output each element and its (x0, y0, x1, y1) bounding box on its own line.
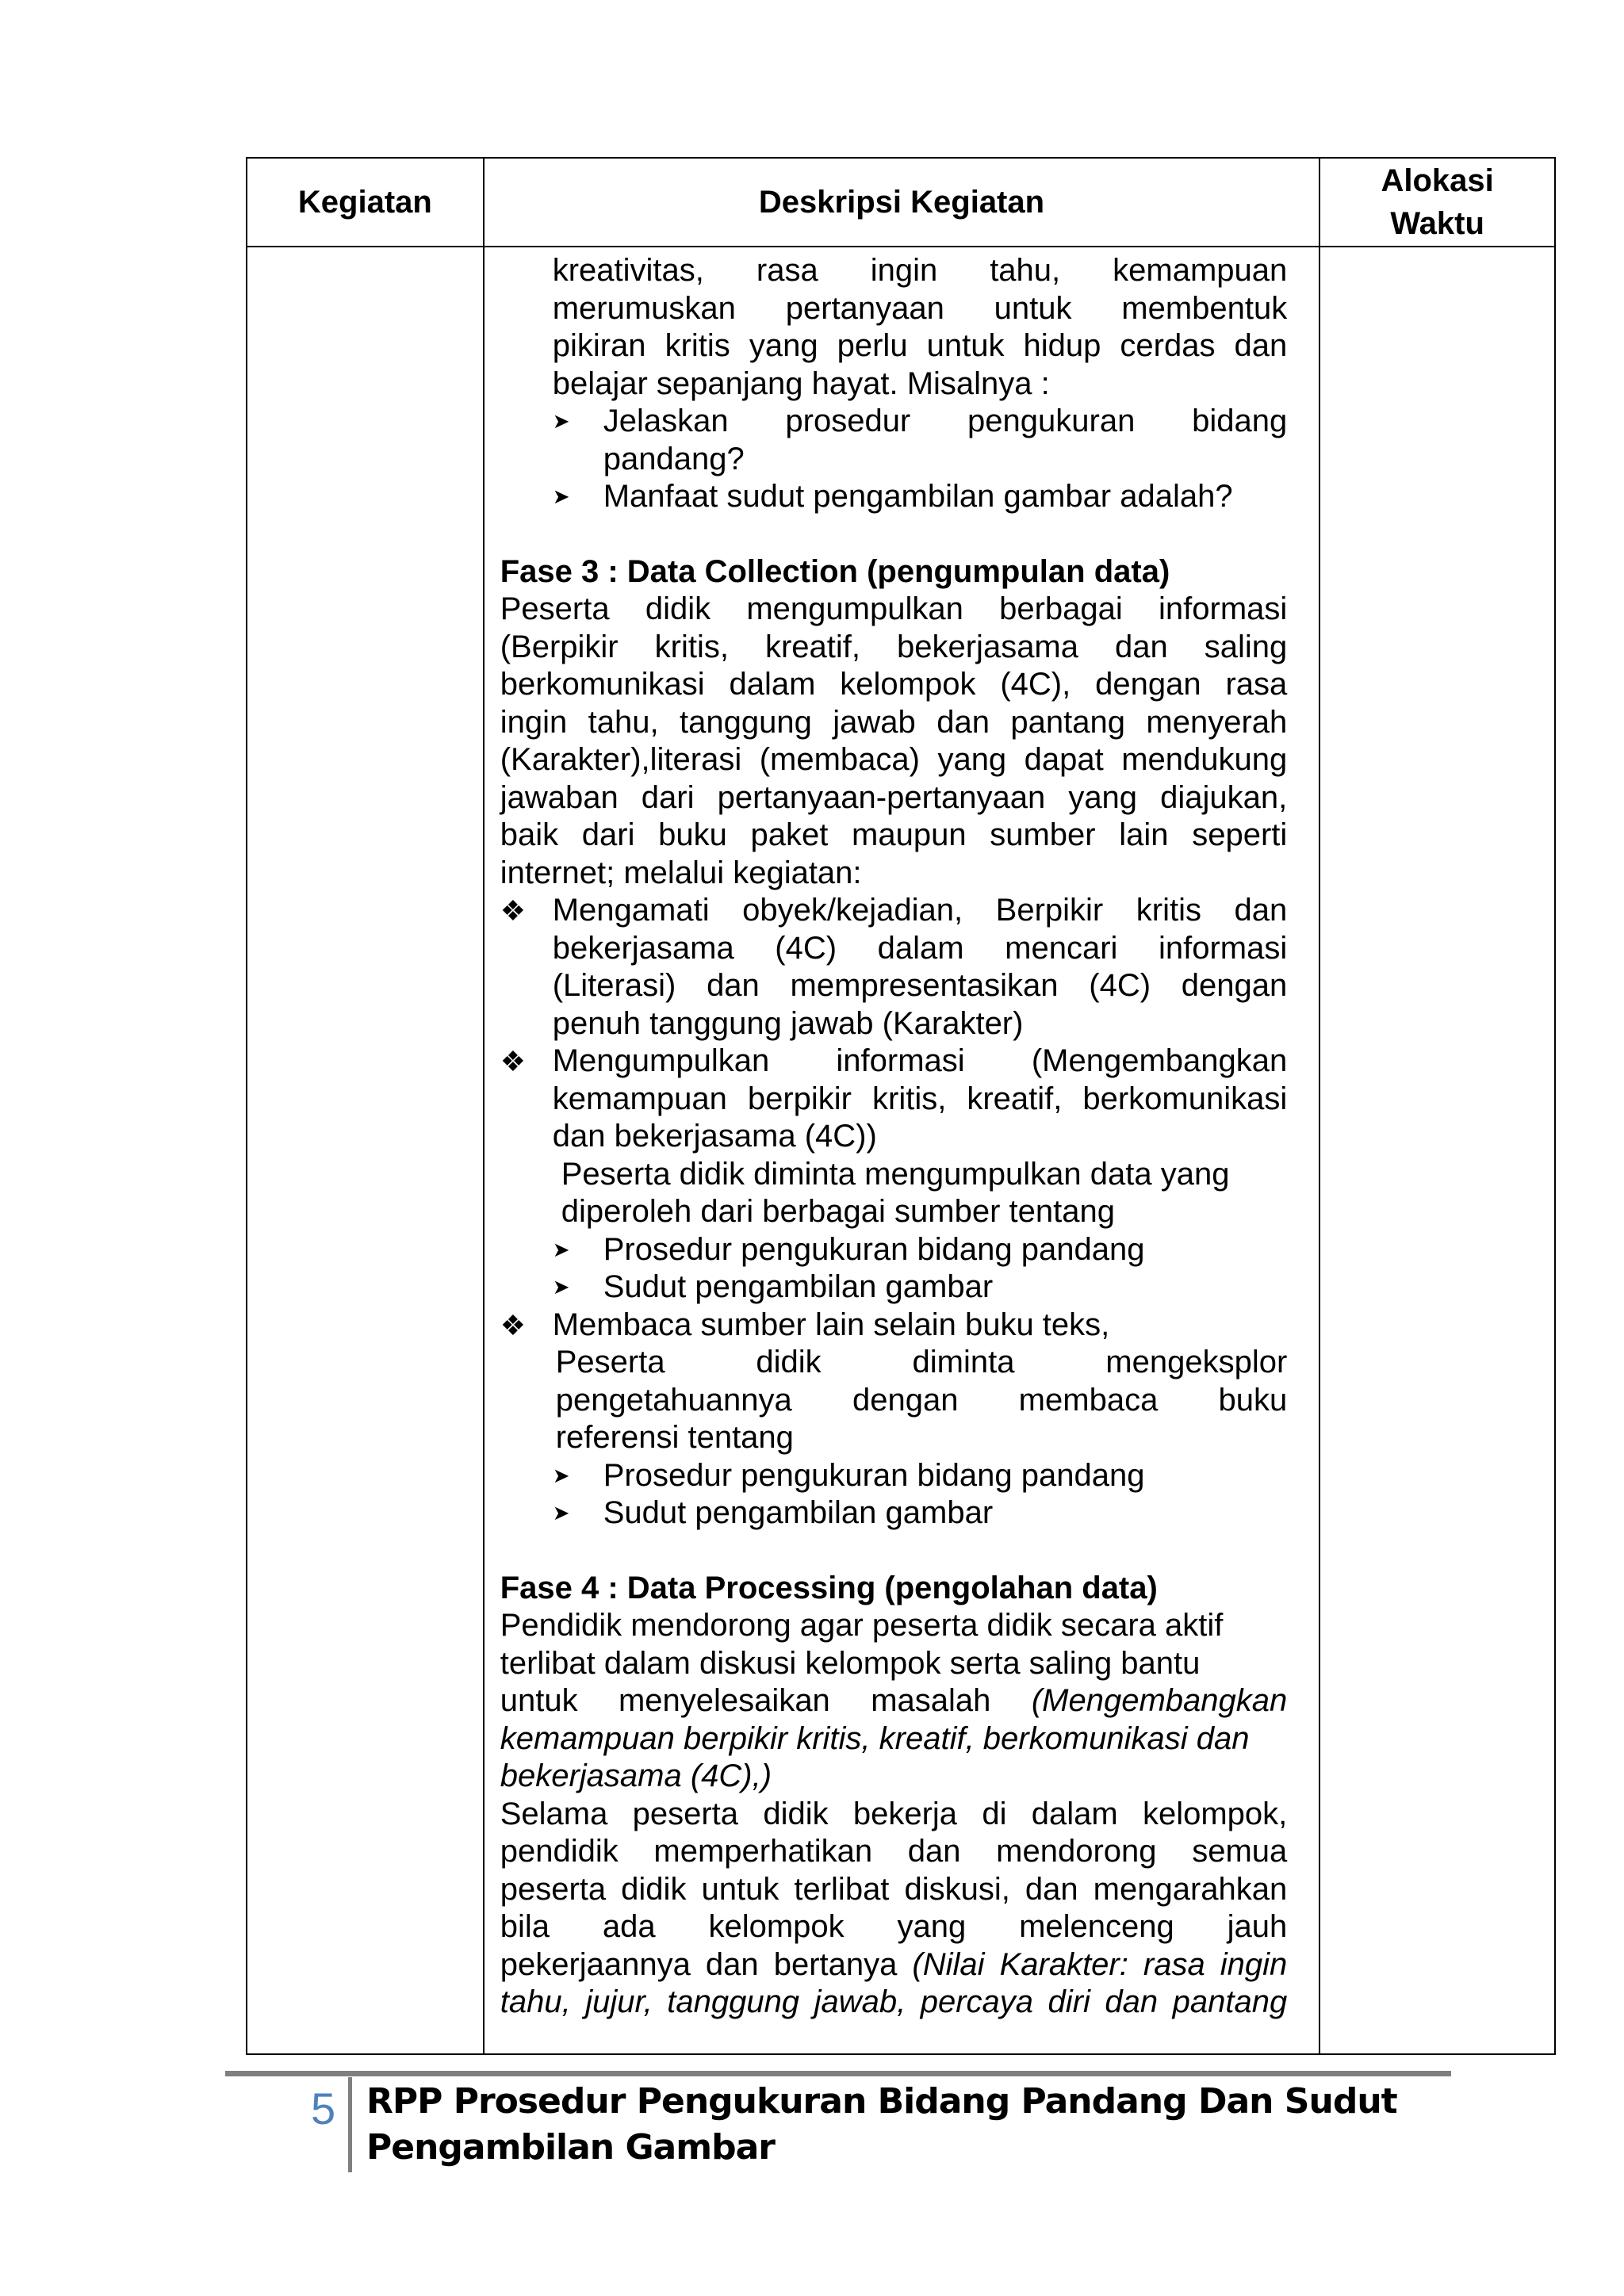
deskripsi-cell (484, 247, 1320, 2054)
intro-line: kreativitas, rasa ingin tahu, kemampuan (552, 253, 1288, 288)
fase3-line: baik dari buku paket maupun sumber lain seperti (500, 817, 1288, 852)
topic-item (500, 1231, 1288, 1269)
fase4-line (500, 1682, 1288, 1720)
activity-line: penuh tanggung jawab (Karakter) (552, 1005, 1024, 1041)
footer-divider (348, 2077, 352, 2172)
fase4-italic-line: kemampuan berpikir kritis, kreatif, berkomunikasi dan (500, 1720, 1250, 1756)
header-deskripsi-kegiatan: Deskripsi Kegiatan (484, 158, 1320, 247)
arrowhead-bullet-icon: ➤ (552, 1237, 570, 1261)
activity-line: Mengumpulkan informasi (Mengembangkan (552, 1043, 1288, 1078)
header-alokasi-line1: Alokasi (1381, 163, 1494, 198)
arrowhead-bullet-icon: ➤ (552, 484, 570, 508)
topic-text: Sudut pengambilan gambar (603, 1495, 994, 1530)
question-item (500, 403, 1288, 478)
activity-subline: referensi tentang (555, 1420, 794, 1455)
question-text: Jelaskan prosedur pengukuran bidang (603, 404, 1288, 438)
fase4-paragraph-1 (500, 1607, 1288, 1796)
topic-item (500, 1457, 1288, 1495)
alokasi-waktu-cell (1320, 247, 1555, 2054)
fase3-line: (Berpikir kritis, kreatif, bekerjasama dan saling (500, 629, 1288, 664)
four-diamond-bullet-icon: ❖ (500, 1045, 526, 1077)
fase4-italic-line: bekerjasama (4C),) (500, 1758, 772, 1793)
kegiatan-cell (247, 247, 484, 2054)
fase3-line: Peserta didik mengumpulkan berbagai informasi (500, 591, 1288, 626)
intro-line: belajar sepanjang hayat. Misalnya : (552, 365, 1050, 401)
activity-subline: Peserta didik diminta mengumpulkan data yang (561, 1156, 1230, 1192)
topic-item (500, 1494, 1288, 1533)
fase4-line: terlibat dalam diskusi kelompok serta saling bantu (500, 1645, 1201, 1681)
fase4-italic-line: tahu, jujur, tanggung jawab, percaya diri dan pantang (500, 1984, 1288, 2019)
intro-line: pikiran kritis yang perlu untuk hidup cerdas dan (552, 328, 1288, 363)
topic-text: Prosedur pengukuran bidang pandang (603, 1231, 1145, 1267)
fase3-line: (Karakter),literasi (membaca) yang dapat mendukung (500, 742, 1288, 777)
activity-item (500, 1307, 1288, 1345)
fase4-line: Pendidik mendorong agar peserta didik secara aktif (500, 1608, 1224, 1643)
activity-line: dan bekerjasama (4C)) (552, 1119, 877, 1154)
topic-text: Sudut pengambilan gambar (603, 1269, 994, 1304)
activity-subtext (500, 1156, 1288, 1231)
activity-subline: Peserta didik diminta mengeksplor (555, 1345, 1288, 1380)
header-kegiatan: Kegiatan (247, 158, 484, 247)
header-alokasi-line2: Waktu (1390, 206, 1484, 241)
topic-text: Prosedur pengukuran bidang pandang (603, 1457, 1145, 1493)
fase4-title: Fase 4 : Data Processing (pengolahan data) (500, 1570, 1158, 1605)
activity-line: (Literasi) dan mempresentasikan (4C) dengan (552, 968, 1288, 1003)
activity-line: bekerjasama (4C) dalam mencari informasi (552, 930, 1288, 966)
arrowhead-bullet-icon: ➤ (552, 1501, 570, 1525)
question-text: pandang? (603, 441, 745, 476)
activity-line: Membaca sumber lain selain buku teks, (552, 1307, 1110, 1342)
activity-item (500, 892, 1288, 1043)
fase4-italic-text: (Mengembangkan (1031, 1683, 1288, 1718)
question-item (500, 478, 1288, 516)
footer-document-title: RPP Prosedur Pengukuran Bidang Pandang Dan Sudut Pengambilan Gambar (366, 2081, 1397, 2168)
intro-paragraph (500, 252, 1288, 403)
activity-line: Mengamati obyek/kejadian, Berpikir kritis dan (552, 893, 1288, 928)
activity-line: kemampuan berpikir kritis, kreatif, berkomunikasi (552, 1081, 1288, 1116)
fase3-paragraph (500, 591, 1288, 892)
activity-subline: pengetahuannya dengan membaca buku (555, 1382, 1288, 1418)
fase3-line: jawaban dari pertanyaan-pertanyaan yang diajukan, (500, 779, 1288, 815)
arrowhead-bullet-icon: ➤ (552, 1463, 570, 1487)
fase4-text: pekerjaannya dan bertanya (500, 1946, 913, 1982)
fase3-line: berkomunikasi dalam kelompok (4C), dengan rasa (500, 667, 1288, 702)
fase3-line: ingin tahu, tanggung jawab dan pantang menyerah (500, 704, 1288, 740)
question-text: Manfaat sudut pengambilan gambar adalah? (603, 479, 1233, 514)
rpp-activity-table (246, 157, 1556, 2055)
header-alokasi-waktu (1320, 158, 1555, 247)
fase4-line: pendidik memperhatikan dan mendorong semua (500, 1834, 1288, 1869)
four-diamond-bullet-icon: ❖ (500, 1308, 526, 1341)
fase3-title: Fase 3 : Data Collection (pengumpulan data) (500, 553, 1170, 589)
activity-item (500, 1043, 1288, 1156)
fase4-italic-text: (Nilai Karakter: rasa ingin (912, 1946, 1288, 1982)
four-diamond-bullet-icon: ❖ (500, 894, 526, 927)
footer-rule (225, 2071, 1451, 2076)
fase4-line (500, 1946, 1288, 1984)
arrowhead-bullet-icon: ➤ (552, 1275, 570, 1299)
arrowhead-bullet-icon: ➤ (552, 409, 570, 433)
fase4-paragraph-2 (500, 1796, 1288, 2022)
topic-item (500, 1269, 1288, 1307)
table-header-row (247, 158, 1555, 247)
activity-subtext (500, 1344, 1288, 1457)
fase3-line: internet; melalui kegiatan: (500, 855, 862, 890)
activity-subline: diperoleh dari berbagai sumber tentang (561, 1194, 1115, 1229)
fase4-line: Selama peserta didik bekerja di dalam kelompok, (500, 1796, 1288, 1831)
intro-line: merumuskan pertanyaan untuk membentuk (552, 290, 1288, 326)
table-body-row (247, 247, 1555, 2054)
page-number: 5 (311, 2084, 336, 2133)
fase4-line: peserta didik untuk terlibat diskusi, dan mengarahkan (500, 1871, 1288, 1907)
fase4-text: untuk menyelesaikan masalah (500, 1683, 1032, 1718)
fase4-line: bila ada kelompok yang melenceng jauh (500, 1909, 1288, 1944)
